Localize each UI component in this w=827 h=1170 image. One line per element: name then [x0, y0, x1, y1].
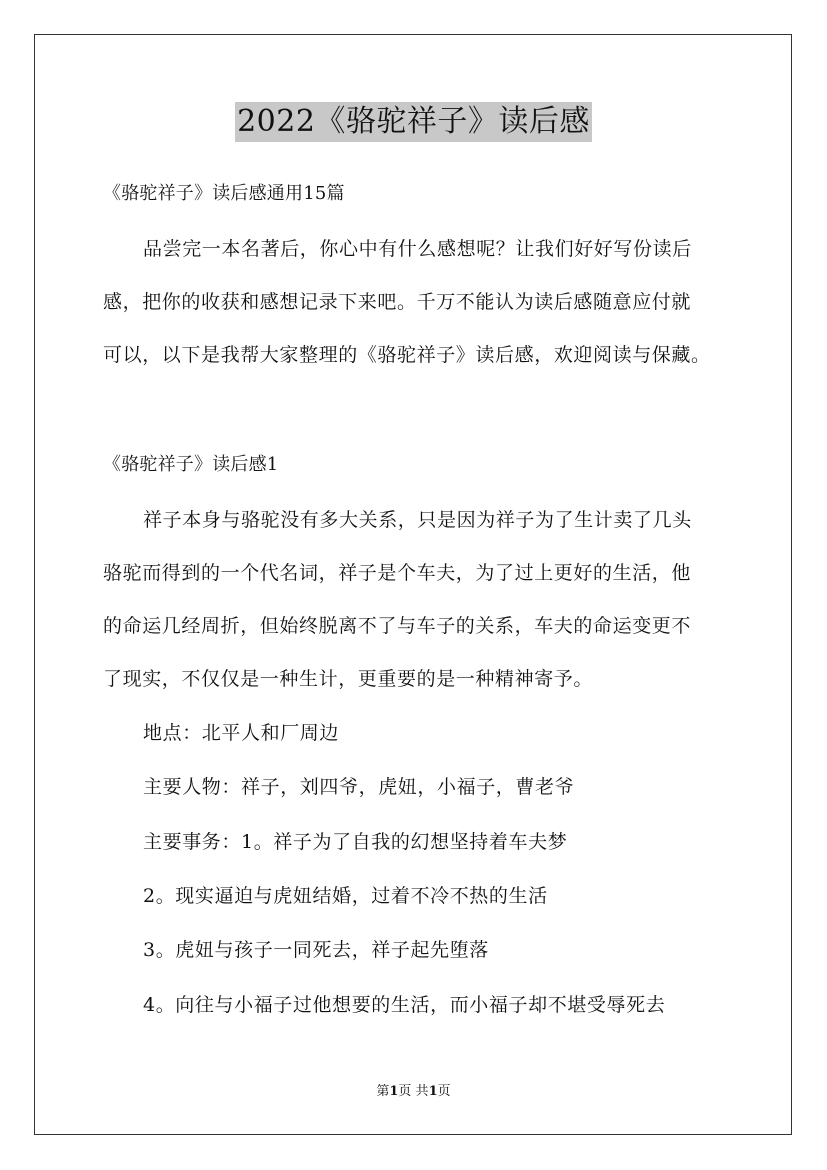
section1-characters: 主要人物：祥子，刘四爷，虎妞，小福子，曹老爷: [143, 776, 575, 798]
page-footer: [0, 1083, 827, 1101]
section1-place: 地点：北平人和厂周边: [143, 722, 340, 744]
document-subtitle: 《骆驼祥子》读后感通用15篇: [103, 183, 345, 204]
title-wrap: [0, 102, 827, 142]
section1-para-line-1: 祥子本身与骆驼没有多大关系，只是因为祥子为了生计卖了几头: [143, 509, 692, 531]
intro-line-3: 可以，以下是我帮大家整理的《骆驼祥子》读后感，欢迎阅读与保藏。: [103, 344, 711, 366]
intro-line-2: 感，把你的收获和感想记录下来吧。千万不能认为读后感随意应付就: [103, 291, 692, 313]
section1-event-3: 3。虎妞与孩子一同死去，祥子起先堕落: [143, 939, 489, 961]
footer-page-total: 1: [428, 1084, 438, 1099]
section1-event-2: 2。现实逼迫与虎妞结婚，过着不冷不热的生活: [143, 885, 548, 907]
section1-para-line-4: 了现实，不仅仅是一种生计，更重要的是一种精神寄予。: [103, 668, 594, 690]
footer-page-current: 1: [389, 1084, 399, 1099]
section1-event-4: 4。向往与小福子过他想要的生活，而小福子却不堪受辱死去: [143, 994, 666, 1016]
footer-prefix: 第: [376, 1084, 390, 1099]
section1-heading: 《骆驼祥子》读后感1: [103, 454, 279, 475]
section1-para-line-2: 骆驼而得到的一个代名词，祥子是个车夫，为了过上更好的生活，他: [103, 562, 692, 584]
section1-para-line-3: 的命运几经周折，但始终脱离不了与车子的关系，车夫的命运变更不: [103, 615, 692, 637]
document-title: 2022《骆驼祥子》读后感: [235, 102, 592, 142]
section1-event-1: 主要事务：1。祥子为了自我的幻想坚持着车夫梦: [143, 831, 568, 853]
footer-mid: 页 共: [398, 1084, 429, 1099]
footer-suffix: 页: [437, 1084, 451, 1099]
intro-line-1: 品尝完一本名著后，你心中有什么感想呢？让我们好好写份读后: [143, 238, 692, 260]
